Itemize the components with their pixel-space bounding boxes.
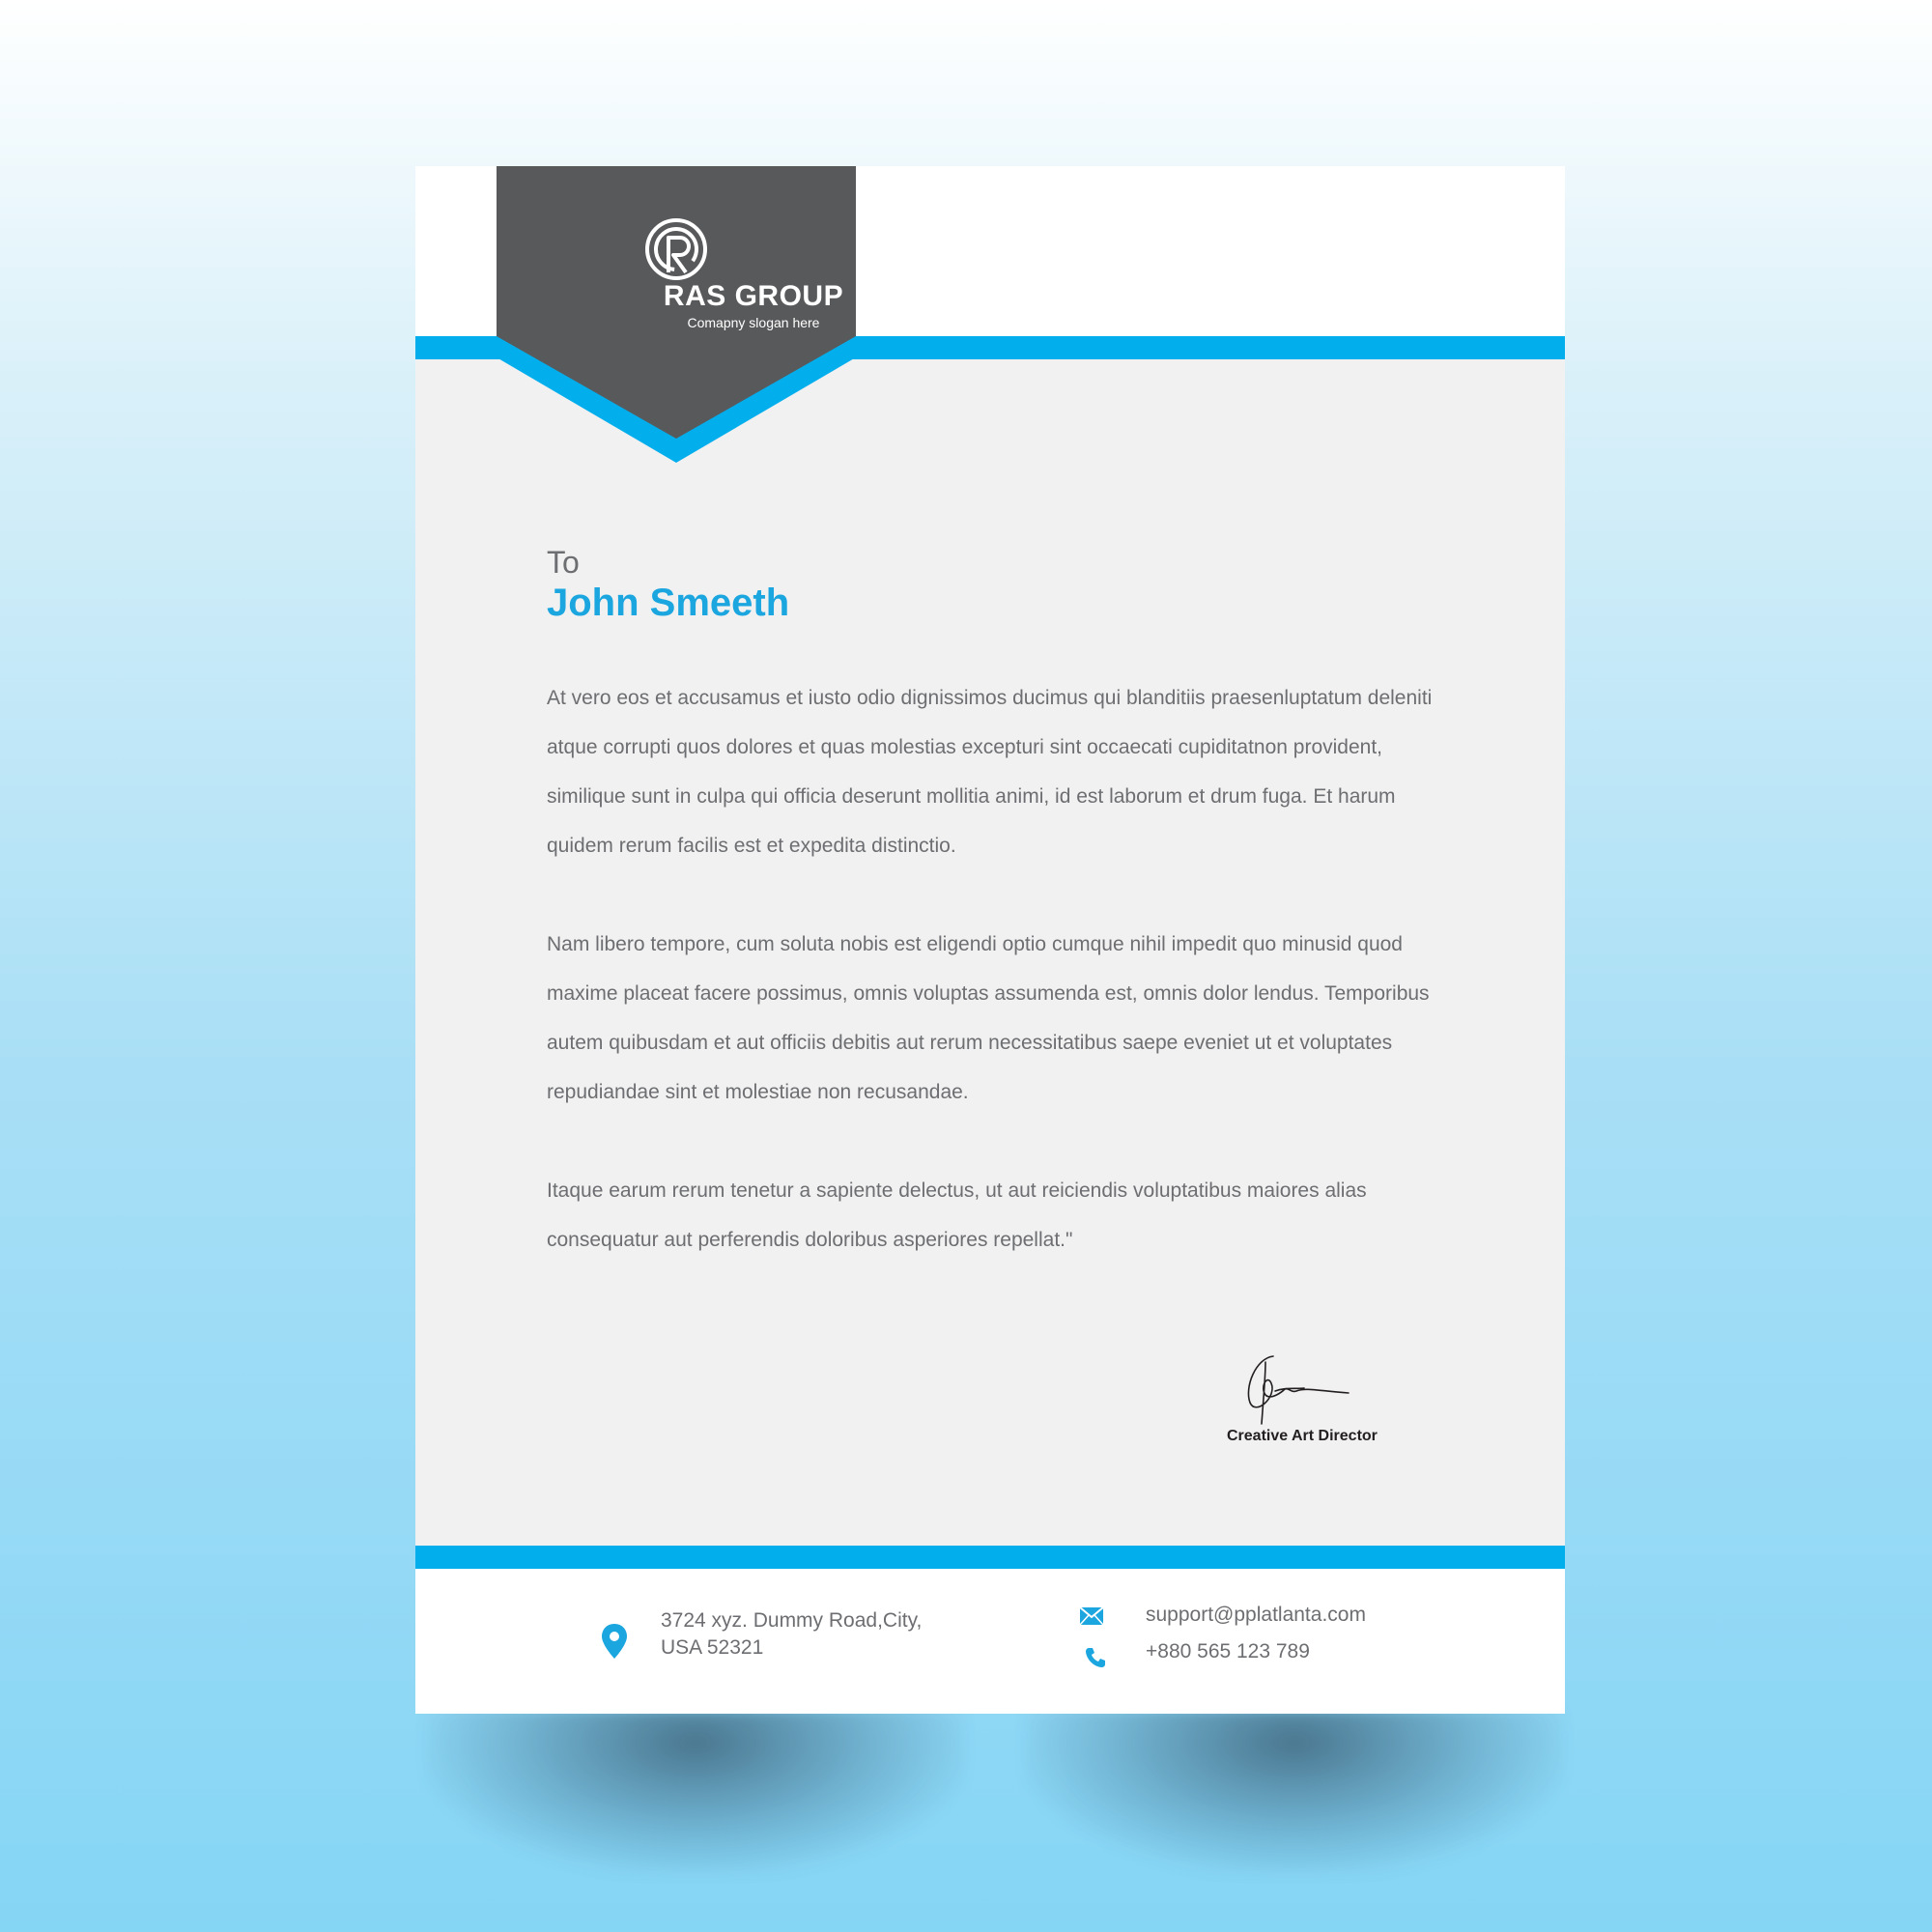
- location-pin-icon: [601, 1623, 628, 1660]
- letterhead-page: [415, 166, 1565, 1714]
- body-paragraph: At vero eos et accusamus et iusto odio dignissimos ducimus qui blanditiis praesenluptatum deleniti atque corrupti quos dolores et quas molestias excepturi sint occaecati cupiditatnon provident, similique sunt in culpa qui officia deserunt mollitia animi, id est laborum et drum fuga. Et harum quidem rerum facilis est et expedita distinctio.: [547, 687, 1433, 857]
- signature: [1227, 1349, 1372, 1426]
- footer-accent-band: [415, 1546, 1565, 1569]
- signer-title: Creative Art Director: [1227, 1428, 1378, 1444]
- to-label: To: [547, 545, 580, 580]
- letter-body: [547, 673, 1445, 1264]
- email-address: support@pplatlanta.com: [1146, 1604, 1366, 1626]
- address: [661, 1607, 922, 1662]
- phone-number: +880 565 123 789: [1146, 1640, 1310, 1662]
- recipient-name: John Smeeth: [547, 582, 790, 624]
- company-name: RAS GROUP: [663, 280, 844, 312]
- address-line: USA 52321: [661, 1636, 764, 1659]
- company-slogan: Comapny slogan here: [687, 315, 820, 330]
- footer: [415, 1569, 1565, 1714]
- page-shadow-left: [425, 1710, 966, 1874]
- page-shadow-right: [1024, 1710, 1565, 1874]
- address-line: 3724 xyz. Dummy Road,City,: [661, 1609, 923, 1632]
- envelope-icon: [1080, 1607, 1103, 1625]
- r-ring-logo-icon: [643, 216, 709, 282]
- phone-icon: [1084, 1646, 1107, 1669]
- body-paragraph: Nam libero tempore, cum soluta nobis est eligendi optio cumque nihil impedit quo minusid quod maxime placeat facere possimus, omnis voluptas assumenda est, omnis dolor lendus. Temporibus autem quibusdam et aut officiis debitis aut rerum necessitatibus saepe eveniet ut et voluptates repudiandae sint et molestiae non recusandae.: [547, 933, 1430, 1103]
- body-paragraph: Itaque earum rerum tenetur a sapiente delectus, ut aut reiciendis voluptatibus maiores alias consequatur aut perferendis doloribus asperiores repellat.": [547, 1179, 1367, 1251]
